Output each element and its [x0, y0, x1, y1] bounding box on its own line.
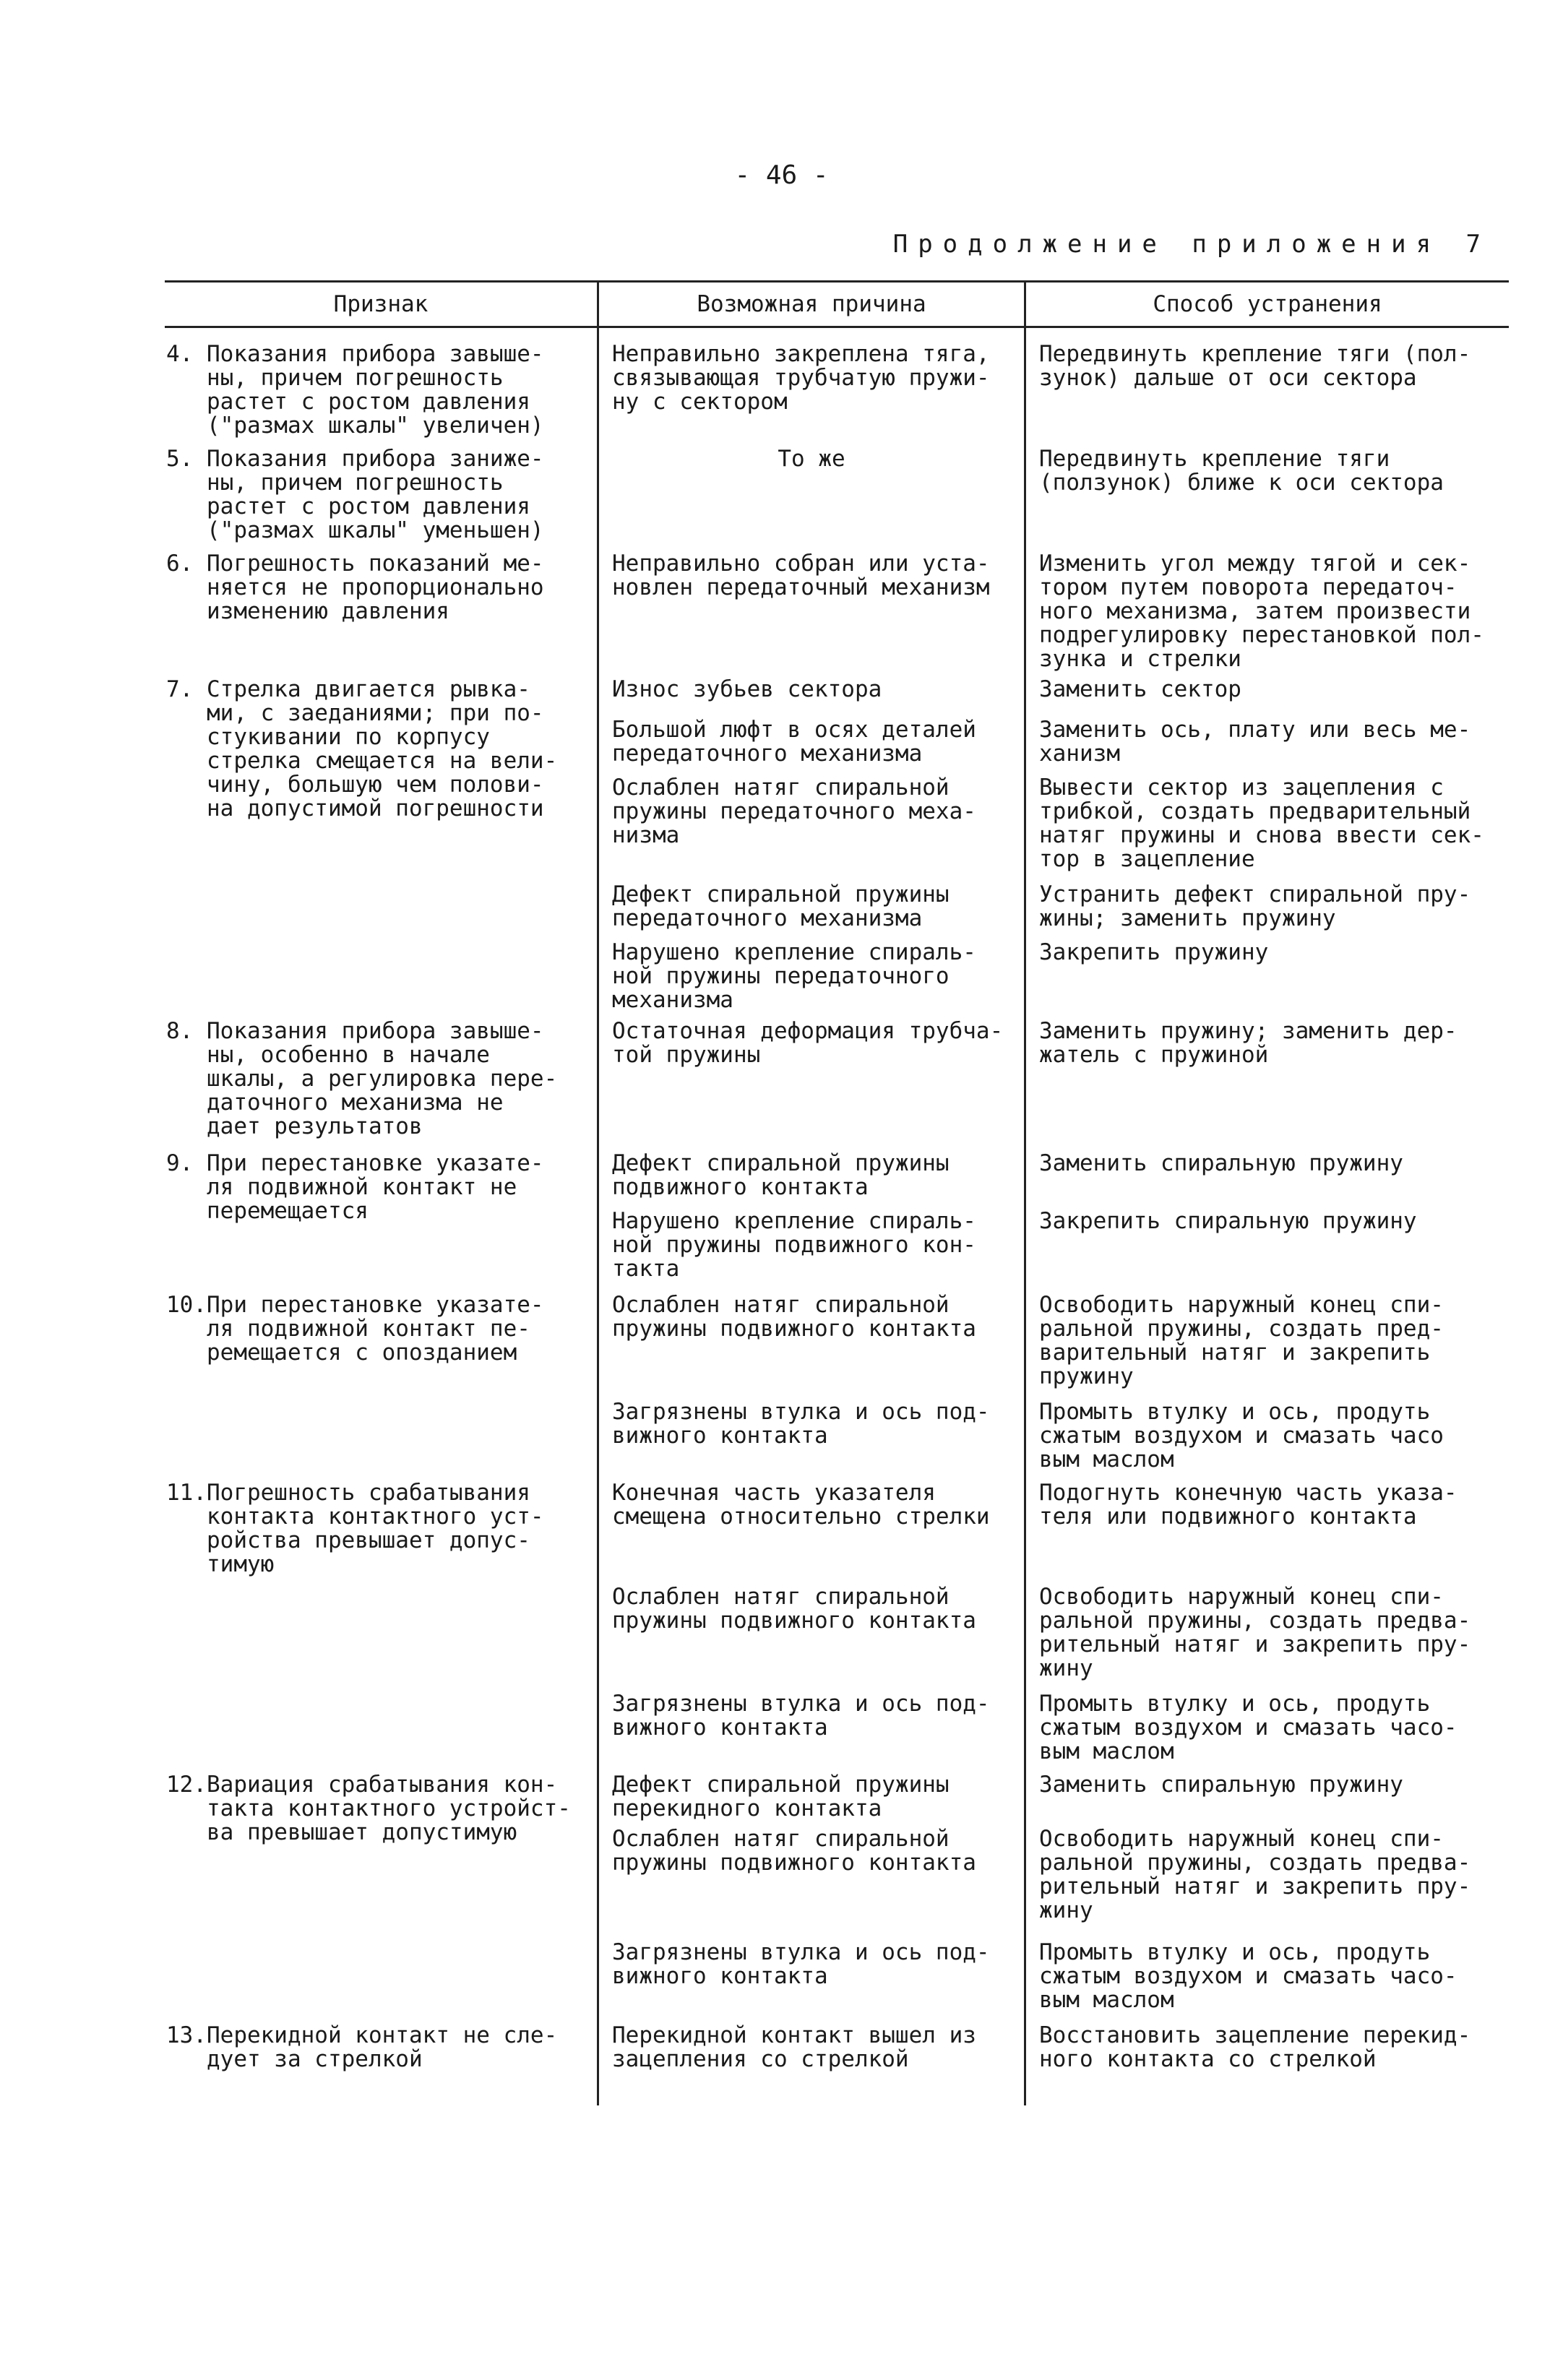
continuation-caption: Продолжение приложения 7 — [892, 230, 1491, 259]
cause-cell: То же — [778, 446, 845, 472]
fix-cell: Закрепить спиральную пружину — [1039, 1208, 1417, 1234]
fix-cell: Заменить спиральную пружину — [1039, 1772, 1403, 1798]
header-sign: Признак — [333, 291, 429, 317]
cause-cell: Неправильно закреплена тяга, связывающая трубчатую пружи- ну с сектором — [612, 341, 990, 415]
fix-cell: Изменить угол между тягой и сек- тором путем поворота передаточ- ного механизма, затем произвести подрегулировку перестановкой пол- зунка и стрелки — [1039, 551, 1484, 672]
sign-cell: 11.Погрешность срабатывания контакта контактного уст- ройства превышает допус- тимую — [166, 1480, 544, 1577]
fix-cell: Передвинуть крепление тяги (пол- зунок) дальше от оси сектора — [1039, 341, 1471, 391]
cause-cell: Остаточная деформация трубча- той пружины — [612, 1018, 1004, 1068]
table-header — [165, 280, 1509, 328]
cause-cell: Дефект спиральной пружины перекидного контакта — [612, 1772, 950, 1821]
header-cause: Возможная причина — [597, 283, 1024, 326]
sign-cell: 10.При перестановке указате- ля подвижной контакт пе- ремещается с опозданием — [166, 1292, 544, 1366]
cause-cell: Ослаблен натяг спиральной пружины подвижного контакта — [612, 1584, 976, 1634]
fix-cell: Устранить дефект спиральной пру- жины; заменить пружину — [1039, 881, 1471, 931]
header-fix: Способ устранения — [1024, 283, 1509, 326]
cause-cell: Износ зубьев сектора — [612, 676, 882, 702]
column-sign — [165, 328, 597, 2105]
cause-cell: Нарушено крепление спираль- ной пружины передаточного механизма — [612, 939, 976, 1013]
cause-cell: Ослаблен натяг спиральной пружины подвижного контакта — [612, 1826, 976, 1876]
sign-cell: 7. Стрелка двигается рывка- ми, с заеданиями; при по- стукивании по корпусу стрелка смещается на вели- чину, большую чем полови- на допустимой погрешности — [166, 676, 558, 822]
cause-cell: Загрязнены втулка и ось под- вижного контакта — [612, 1691, 990, 1741]
fix-cell: Заменить пружину; заменить дер- жатель с пружиной — [1039, 1018, 1457, 1068]
fix-cell: Восстановить зацепление перекид- ного контакта со стрелкой — [1039, 2022, 1471, 2072]
fix-cell: Заменить спиральную пружину — [1039, 1150, 1403, 1176]
cause-cell: Нарушено крепление спираль- ной пружины подвижного кон- такта — [612, 1208, 976, 1282]
fix-cell: Промыть втулку и ось, продуть сжатым воздухом и смазать часо- вым маслом — [1039, 1939, 1457, 2013]
cause-cell: Большой люфт в осях деталей передаточного механизма — [612, 717, 976, 767]
cause-cell: Загрязнены втулка и ось под- вижного контакта — [612, 1399, 990, 1449]
column-fix — [1024, 328, 1509, 2105]
fix-cell: Заменить ось, плату или весь ме- ханизм — [1039, 717, 1471, 767]
table-body — [165, 328, 1509, 2105]
sign-cell: 5. Показания прибора занижe- ны, причем погрешность растет с ростом давления ("размах шкалы" уменьшен) — [166, 446, 544, 543]
sign-cell: 4. Показания прибора завыше- ны, причем погрешность растет с ростом давления ("размах шкалы" увеличен) — [166, 341, 544, 439]
fix-cell: Промыть втулку и ось, продуть сжатым воздухом и смазать часо вым маслом — [1039, 1399, 1444, 1473]
cause-cell: Ослаблен натяг спиральной пружины передаточного меха- низма — [612, 775, 976, 848]
sign-cell: 13.Перекидной контакт не сле- дует за стрелкой — [166, 2022, 558, 2072]
troubleshooting-table — [165, 280, 1509, 2105]
fix-cell: Вывести сектор из зацепления с трибкой, создать предварительный натяг пружины и снова ввести сек- тор в зацепление — [1039, 775, 1484, 872]
fix-cell: Закрепить пружину — [1039, 939, 1269, 965]
fix-cell: Освободить наружный конец спи- ральной пружины, создать предва- рительный натяг и закрепить пру- жину — [1039, 1584, 1471, 1681]
fix-cell: Подогнуть конечную часть указа- теля или подвижного контакта — [1039, 1480, 1457, 1530]
fix-cell: Промыть втулку и ось, продуть сжатым воздухом и смазать часо- вым маслом — [1039, 1691, 1457, 1764]
cause-cell: Неправильно собран или уста- новлен передаточный механизм — [612, 551, 990, 600]
fix-cell: Освободить наружный конец спи- ральной пружины, создать пред- варительный натяг и закрепить пружину — [1039, 1292, 1444, 1389]
cause-cell: Ослаблен натяг спиральной пружины подвижного контакта — [612, 1292, 976, 1342]
fix-cell: Заменить сектор — [1039, 676, 1241, 702]
fix-cell: Передвинуть крепление тяги (ползунок) ближе к оси сектора — [1039, 446, 1444, 496]
cause-cell: Загрязнены втулка и ось под- вижного контакта — [612, 1939, 990, 1989]
cause-cell: Дефект спиральной пружины передаточного механизма — [612, 881, 950, 931]
cause-cell: Дефект спиральной пружины подвижного контакта — [612, 1150, 950, 1200]
sign-cell: 6. Погрешность показаний ме- няется не пропорционально изменению давления — [166, 551, 544, 624]
fix-cell: Освободить наружный конец спи- ральной пружины, создать предва- рительный натяг и закрепить пру- жину — [1039, 1826, 1471, 1923]
page-number: - 46 - — [734, 160, 829, 190]
cause-cell: Конечная часть указателя смещена относительно стрелки — [612, 1480, 990, 1530]
sign-cell: 8. Показания прибора завыше- ны, особенно в начале шкалы, а регулировка пере- даточного механизма не дает результатов — [166, 1018, 558, 1139]
sign-cell: 12.Вариация срабатывания кон- такта контактного устройст- ва превышает допустимую — [166, 1772, 571, 1845]
sign-cell: 9. При перестановке указате- ля подвижной контакт не перемещается — [166, 1150, 544, 1224]
column-cause — [597, 328, 1024, 2105]
cause-cell: Перекидной контакт вышел из зацепления со стрелкой — [612, 2022, 976, 2072]
